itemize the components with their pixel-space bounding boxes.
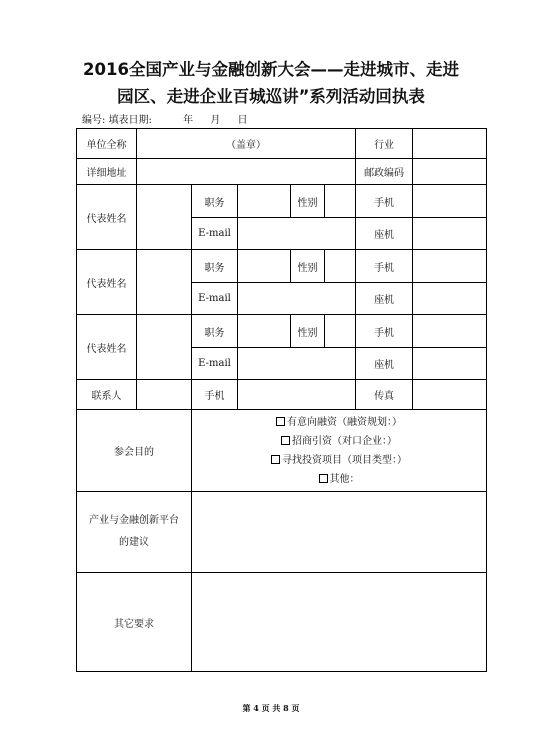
row-rep1-a	[77, 185, 487, 218]
rep2-position-label: 职务	[192, 250, 238, 283]
rep3-mobile-label: 手机	[356, 315, 413, 348]
purpose-option-other[interactable]: 其他：	[192, 470, 486, 489]
rep2-name-label: 代表姓名	[77, 250, 137, 315]
form-meta	[82, 111, 248, 126]
day-label: 日	[237, 115, 248, 126]
page-footer: 第 4 页 共 8 页	[242, 703, 300, 713]
rep2-gender-label: 性别	[291, 250, 325, 283]
rep2-gender-field[interactable]	[325, 250, 356, 283]
rep1-landline-label: 座机	[356, 218, 413, 250]
purpose-option-investment-attraction[interactable]: 招商引资（对口企业：）	[192, 432, 486, 451]
rep3-gender-label: 性别	[291, 315, 325, 348]
contact-mobile-field[interactable]	[238, 380, 356, 410]
fax-field[interactable]	[413, 380, 487, 410]
rep3-name-label: 代表姓名	[77, 315, 137, 380]
row-address	[77, 159, 487, 185]
fax-label: 传真	[356, 380, 413, 410]
rep1-mobile-label: 手机	[356, 185, 413, 218]
rep3-email-label: E-mail	[192, 348, 238, 380]
rep3-landline-field[interactable]	[413, 348, 487, 380]
checkbox-icon[interactable]	[276, 417, 285, 426]
rep2-mobile-label: 手机	[356, 250, 413, 283]
number-label: 编号:	[82, 115, 106, 126]
suggestion-label-line-1: 产业与金融创新平台	[89, 515, 179, 526]
rep2-landline-label: 座机	[356, 283, 413, 315]
purpose-options	[192, 410, 487, 492]
rep1-email-field[interactable]	[238, 218, 356, 250]
month-label: 月	[210, 115, 221, 126]
purpose-option-financing[interactable]: 有意向融资（融资规划：）	[192, 413, 486, 432]
rep2-email-field[interactable]	[238, 283, 356, 315]
rep2-email-label: E-mail	[192, 283, 238, 315]
date-label: 填表日期:	[108, 115, 152, 126]
purpose-label: 参会目的	[77, 410, 192, 492]
postcode-field[interactable]	[413, 159, 487, 185]
rep3-landline-label: 座机	[356, 348, 413, 380]
suggestion-label-line-2: 的建议	[119, 537, 149, 548]
contact-label: 联系人	[77, 380, 137, 410]
rep1-mobile-field[interactable]	[413, 185, 487, 218]
row-purpose	[77, 410, 487, 492]
registration-form-table	[76, 128, 487, 672]
title-line-2: 园区、走进企业百城巡讲”系列活动回执表	[117, 87, 425, 106]
row-rep3-a	[77, 315, 487, 348]
rep1-position-field[interactable]	[238, 185, 291, 218]
year-label: 年	[183, 115, 194, 126]
other-requirements-label: 其它要求	[77, 573, 192, 672]
rep1-name-label: 代表姓名	[77, 185, 137, 250]
postcode-label: 邮政编码	[356, 159, 413, 185]
rep1-name-field[interactable]	[137, 185, 192, 250]
industry-field[interactable]	[413, 129, 487, 159]
row-org	[77, 129, 487, 159]
rep3-name-field[interactable]	[137, 315, 192, 380]
rep3-mobile-field[interactable]	[413, 315, 487, 348]
checkbox-icon[interactable]	[271, 455, 280, 464]
suggestion-field[interactable]	[192, 492, 487, 573]
rep2-position-field[interactable]	[238, 250, 291, 283]
rep1-email-label: E-mail	[192, 218, 238, 250]
org-name-field[interactable]	[137, 129, 356, 159]
rep3-position-label: 职务	[192, 315, 238, 348]
rep1-position-label: 职务	[192, 185, 238, 218]
checkbox-icon[interactable]	[281, 436, 290, 445]
rep3-email-field[interactable]	[238, 348, 356, 380]
contact-mobile-label: 手机	[192, 380, 238, 410]
seal-label: （盖章）	[226, 140, 267, 151]
rep1-gender-field[interactable]	[325, 185, 356, 218]
row-suggestion	[77, 492, 487, 573]
rep2-mobile-field[interactable]	[413, 250, 487, 283]
org-name-label: 单位全称	[77, 129, 137, 159]
other-requirements-field[interactable]	[192, 573, 487, 672]
row-other	[77, 573, 487, 672]
address-field[interactable]	[137, 159, 356, 185]
suggestion-label	[77, 492, 192, 573]
industry-label: 行业	[356, 129, 413, 159]
rep2-name-field[interactable]	[137, 250, 192, 315]
rep3-gender-field[interactable]	[325, 315, 356, 348]
rep1-landline-field[interactable]	[413, 218, 487, 250]
rep3-position-field[interactable]	[238, 315, 291, 348]
purpose-option-find-projects[interactable]: 寻找投资项目（项目类型：）	[192, 451, 486, 470]
form-title	[40, 56, 502, 110]
address-label: 详细地址	[77, 159, 137, 185]
row-rep2-a	[77, 250, 487, 283]
title-line-1: 2016全国产业与金融创新大会——走进城市、走进	[83, 60, 459, 79]
checkbox-icon[interactable]	[319, 474, 328, 483]
rep2-landline-field[interactable]	[413, 283, 487, 315]
rep1-gender-label: 性别	[291, 185, 325, 218]
contact-field[interactable]	[137, 380, 192, 410]
row-contact	[77, 380, 487, 410]
